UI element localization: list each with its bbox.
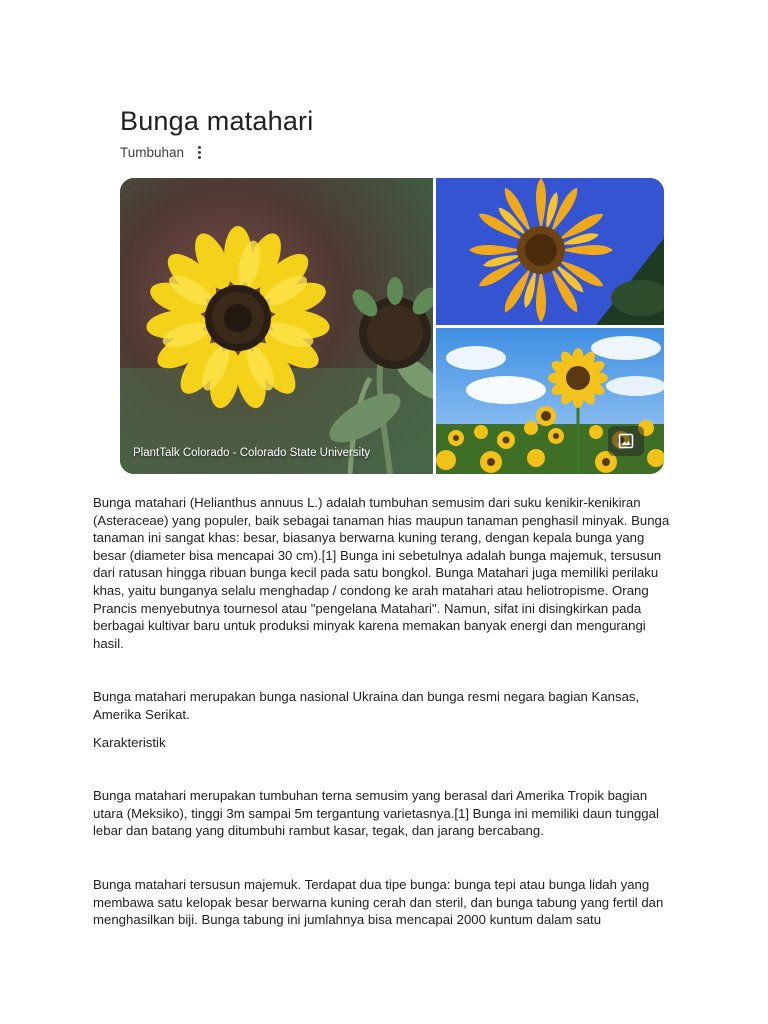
subtitle: Tumbuhan [120,144,185,160]
section-heading-karakteristik: Karakteristik [93,734,166,750]
sunflower-closeup-image[interactable] [436,178,664,325]
image-gallery [120,178,664,474]
sunflower-main-image[interactable] [120,178,433,474]
sunflower-main-illustration [120,178,433,474]
paragraph-national-flower: Bunga matahari merupakan bunga nasional Ukraina dan bunga resmi negara bagian Kansas, Amerika Serikat. [93,689,640,722]
view-images-button[interactable] [608,426,644,456]
paragraph-flower-structure: Bunga matahari tersusun majemuk. Terdapat dua tipe bunga: bunga tepi atau bunga lidah yang membawa satu kelopak besar berwarna kuning cerah dan steril, dan bunga tabung yang fertil dan menghasilkan biji. Bunga tabung ini jumlahnya bisa mencapai 2000 kuntum dalam satu [93,876,664,928]
sunflower-closeup-illustration [436,178,664,325]
paragraph-intro: Bunga matahari (Helianthus annuus L.) adalah tumbuhan semusim dari suku kenikir-kenikiran (Asteraceae) yang populer, baik sebagai tanaman hias maupun tanaman penghasil minyak. Bunga tanaman ini sangat khas: besar, biasanya berwarna kuning terang, dengan kepala bunga yang besar (diameter bisa mencapai 30 cm).[1] Bunga ini sebetulnya adalah bunga majemuk, tersusun dari ratusan hingga ribuan bunga kecil pada satu bongkol. Bunga Matahari juga memiliki perilaku khas, yaitu bunganya selalu menghadap / condong ke arah matahari atau heliotropisme. Orang Prancis menyebutnya tournesol atau "pengelana Matahari". Namun, sifat ini disingkirkan pada berbagai kultivar baru untuk produksi minyak karena memakan banyak energi dan mengurangi hasil. [93,495,670,651]
page-title: Bunga matahari [120,106,314,136]
image-caption: PlantTalk Colorado - Colorado State University [133,447,371,459]
sunflower-field-image[interactable] [436,328,664,474]
more-vert-icon[interactable] [198,146,201,159]
paragraph-characteristics: Bunga matahari merupakan tumbuhan terna semusim yang berasal dari Amerika Tropik bagian utara (Meksiko), tinggi 3m sampai 5m tergantung varietasnya.[1] Bunga ini memiliki daun tunggal lebar dan batang yang ditumbuhi rambut kasar, tegak, dan jarang bercabang. [93,788,659,839]
subtitle-row [120,142,313,162]
article-body [93,494,673,929]
knowledge-header [120,104,313,162]
image-icon [618,433,634,449]
